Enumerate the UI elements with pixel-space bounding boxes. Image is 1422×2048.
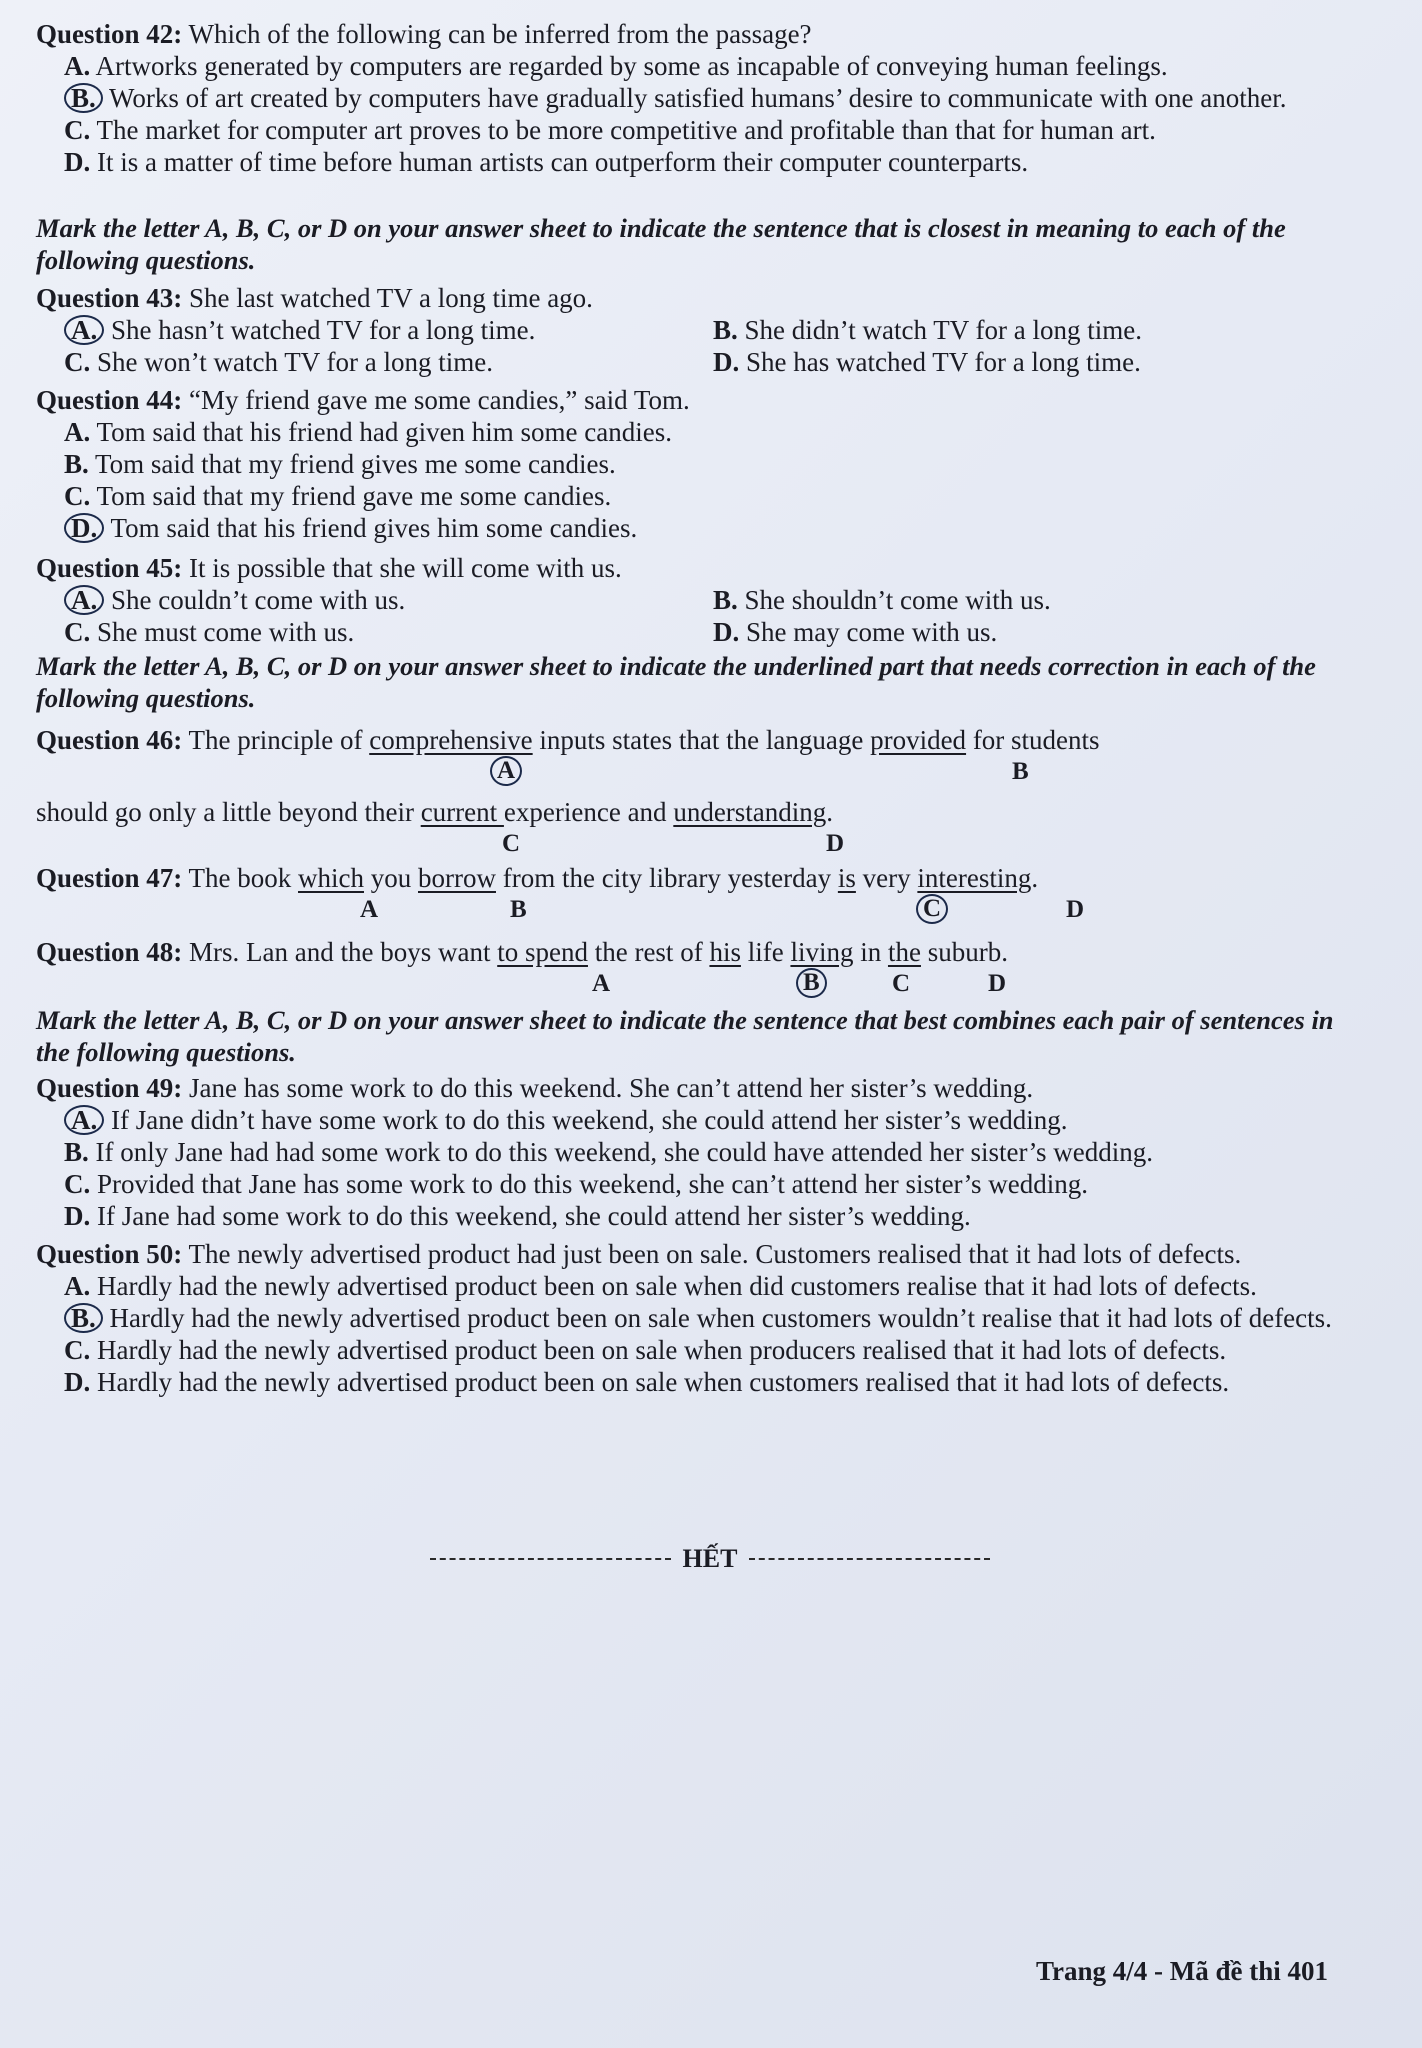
question-43: Question 43: She last watched TV a long time ago. A. She hasn’t watched TV for a long time. B. She didn’t watch TV for a long time. C. She won’t watch TV for a long time. D. She has watched TV for a long time. [36, 282, 1362, 378]
question-42 [36, 18, 1362, 178]
question-47: Question 47: The book which you borrow from the city library yesterday is very interesting. A B C D [36, 863, 1085, 923]
option-d: D. If Jane had some work to do this weekend, she could attend her sister’s wedding. [64, 1201, 971, 1231]
circled-answer: A. [64, 315, 104, 345]
circled-answer: B. [64, 1303, 103, 1333]
circled-answer: B [796, 968, 827, 998]
circled-answer: D. [64, 513, 104, 543]
option-b: B. She didn’t watch TV for a long time. [713, 315, 1142, 345]
option-c: C. She must come with us. [64, 617, 355, 647]
option-a: A. Hardly had the newly advertised product been on sale when did customers realise that it had lots of defects. [64, 1271, 1257, 1301]
page-footer: Trang 4/4 - Mã đề thi 401 [1036, 1956, 1328, 1986]
instruction-closest-meaning: Mark the letter A, B, C, or D on your answer sheet to indicate the sentence that is closest in meaning to each of the following questions. [36, 213, 1286, 275]
option-b: B. She shouldn’t come with us. [713, 585, 1051, 615]
option-a: A. If Jane didn’t have some work to do this weekend, she could attend her sister’s wedding. [36, 1104, 1362, 1136]
option-a: A. Tom said that his friend had given him some candies. [64, 417, 673, 447]
circled-answer: A. [64, 1105, 104, 1135]
instruction-underlined-correction: Mark the letter A, B, C, or D on your answer sheet to indicate the underlined part that needs correction in each of the following questions. [36, 651, 1316, 713]
question-45: Question 45: It is possible that she will come with us. A. She couldn’t come with us. B. She shouldn’t come with us. C. She must come with us. D. She may come with us. [36, 552, 1362, 648]
option-d: D. She has watched TV for a long time. [713, 347, 1141, 377]
question-50: Question 50: The newly advertised product had just been on sale. Customers realised that it had lots of defects. A. Hardly had the newly advertised product been on sale when did customers realise that it had lots of defects. B. Hardly had the newly advertised product been on sale when customers wouldn’t realise that it had lots of defects. C. Hardly had the newly advertised product been on sale when producers realised that it had lots of defects. D. Hardly had the newly advertised product been on sale when customers realised that it had lots of defects. [36, 1238, 1362, 1398]
option-a: A. She hasn’t watched TV for a long time. [64, 314, 713, 346]
option-a: A. Artworks generated by computers are regarded by some as incapable of conveying human feelings. [64, 51, 1168, 81]
option-d: D. She may come with us. [713, 617, 998, 647]
option-c: C. She won’t watch TV for a long time. [64, 347, 493, 377]
circled-answer: C [916, 894, 948, 924]
question-stem: Which of the following can be inferred from the passage? [188, 19, 812, 49]
option-d: D. Tom said that his friend gives him some candies. [36, 512, 1362, 544]
question-48: Question 48: Mrs. Lan and the boys want to spend the rest of his life living in the suburb. A B C D [36, 937, 1008, 997]
circled-answer: A [490, 756, 522, 786]
instruction-combine-sentences: Mark the letter A, B, C, or D on your answer sheet to indicate the sentence that best combines each pair of sentences in the following questions. [36, 1005, 1334, 1067]
option-c: C. Tom said that my friend gave me some candies. [64, 481, 612, 511]
question-49: Question 49: Jane has some work to do this weekend. She can’t attend her sister’s wedding. A. If Jane didn’t have some work to do this weekend, she could attend her sister’s wedding. B. If only Jane had had some work to do this weekend, she could have attended her sister’s wedding. C. Provided that Jane has some work to do this weekend, she can’t attend her sister’s wedding. D. If Jane had some work to do this weekend, she could attend her sister’s wedding. [36, 1072, 1362, 1232]
end-marker: HẾT [430, 1544, 990, 1574]
option-b: B. Works of art created by computers have gradually satisfied humans’ desire to communicate with one another. [36, 82, 1362, 114]
option-d: D. It is a matter of time before human artists can outperform their computer counterparts. [64, 147, 1029, 177]
question-44: Question 44: “My friend gave me some candies,” said Tom. A. Tom said that his friend had given him some candies. B. Tom said that my friend gives me some candies. C. Tom said that my friend gave me some candies. D. Tom said that his friend gives him some candies. [36, 384, 1362, 544]
question-label: Question 42: [36, 19, 183, 49]
circled-answer: A. [64, 585, 104, 615]
option-b: B. Tom said that my friend gives me some candies. [64, 449, 616, 479]
question-46: Question 46: The principle of comprehensive inputs states that the language provided for students A B should go only a little beyond their current experience and understanding. C D [36, 725, 1100, 857]
option-b: B. If only Jane had had some work to do this weekend, she could have attended her sister’s wedding. [64, 1137, 1153, 1167]
option-c: C. Hardly had the newly advertised product been on sale when producers realised that it had lots of defects. [64, 1335, 1227, 1365]
circled-answer: B. [64, 83, 103, 113]
option-b: B. Hardly had the newly advertised product been on sale when customers wouldn’t realise that it had lots of defects. [36, 1302, 1362, 1334]
option-c: C. The market for computer art proves to be more competitive and profitable than that for human art. [64, 115, 1156, 145]
option-c: C. Provided that Jane has some work to do this weekend, she can’t attend her sister’s wedding. [64, 1169, 1089, 1199]
option-a: A. She couldn’t come with us. [64, 584, 713, 616]
option-d: D. Hardly had the newly advertised product been on sale when customers realised that it had lots of defects. [64, 1367, 1230, 1397]
